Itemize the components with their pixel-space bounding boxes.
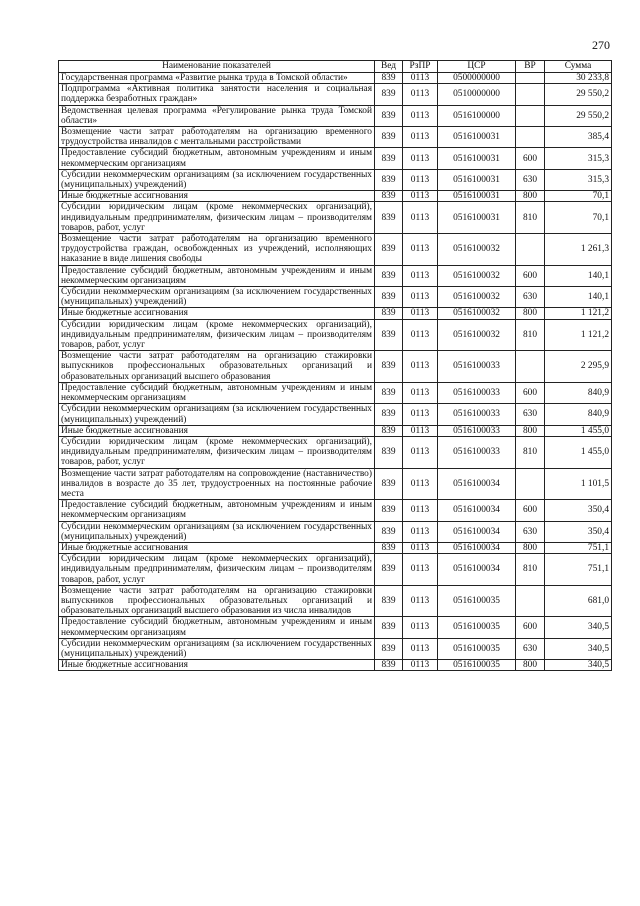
row-csr-cell: 0516100034	[438, 468, 516, 500]
row-vr-cell: 810	[516, 202, 545, 234]
row-sum-cell: 840,9	[545, 404, 612, 425]
header-name: Наименование показателей	[59, 61, 375, 73]
row-sum-cell: 1 455,0	[545, 436, 612, 468]
row-sum-cell: 751,1	[545, 542, 612, 553]
row-rzpr-cell: 0113	[403, 169, 438, 190]
table-row	[59, 404, 612, 425]
row-vr-cell	[516, 84, 545, 105]
row-vr-cell: 630	[516, 521, 545, 542]
table-row	[59, 382, 612, 403]
row-sum-cell: 350,4	[545, 500, 612, 521]
table-row	[59, 105, 612, 126]
row-name-cell: Предоставление субсидий бюджетным, автономным учреждениям и иным некоммерческим организациям	[59, 148, 375, 169]
row-vr-cell	[516, 105, 545, 126]
table-row	[59, 521, 612, 542]
row-csr-cell: 0516100031	[438, 148, 516, 169]
row-sum-cell: 340,5	[545, 617, 612, 638]
table-row	[59, 169, 612, 190]
row-vr-cell: 630	[516, 638, 545, 659]
row-csr-cell: 0516100034	[438, 500, 516, 521]
row-name-cell: Субсидии юридическим лицам (кроме некоммерческих организаций), индивидуальным предпринимателям, физическим лицам – производителям товаров, работ, услуг	[59, 554, 375, 586]
row-rzpr-cell: 0113	[403, 234, 438, 266]
row-rzpr-cell: 0113	[403, 308, 438, 319]
row-rzpr-cell: 0113	[403, 382, 438, 403]
table-row	[59, 585, 612, 617]
row-sum-cell: 140,1	[545, 287, 612, 308]
row-rzpr-cell: 0113	[403, 542, 438, 553]
header-csr: ЦСР	[438, 61, 516, 73]
row-rzpr-cell: 0113	[403, 84, 438, 105]
table-row	[59, 468, 612, 500]
row-ved-cell: 839	[375, 319, 403, 351]
row-ved-cell: 839	[375, 287, 403, 308]
row-name-cell: Субсидии некоммерческим организациям (за исключением государственных (муниципальных) учреждений)	[59, 638, 375, 659]
table-row	[59, 660, 612, 671]
row-name-cell: Субсидии юридическим лицам (кроме некоммерческих организаций), индивидуальным предпринимателям, физическим лицам – производителям товаров, работ, услуг	[59, 202, 375, 234]
row-rzpr-cell: 0113	[403, 638, 438, 659]
row-csr-cell: 0516100032	[438, 308, 516, 319]
row-csr-cell: 0516100034	[438, 554, 516, 586]
row-csr-cell: 0500000000	[438, 73, 516, 84]
row-csr-cell: 0516100031	[438, 127, 516, 148]
row-ved-cell: 839	[375, 127, 403, 148]
page-number: 270	[592, 38, 610, 52]
row-vr-cell: 600	[516, 148, 545, 169]
header-rzpr: РзПР	[403, 61, 438, 73]
row-sum-cell: 315,3	[545, 148, 612, 169]
table-row	[59, 436, 612, 468]
table-row	[59, 308, 612, 319]
row-name-cell: Подпрограмма «Активная политика занятости населения и социальная поддержка безработных граждан»	[59, 84, 375, 105]
row-ved-cell: 839	[375, 84, 403, 105]
row-ved-cell: 839	[375, 521, 403, 542]
row-vr-cell: 600	[516, 500, 545, 521]
row-ved-cell: 839	[375, 436, 403, 468]
row-rzpr-cell: 0113	[403, 660, 438, 671]
row-name-cell: Субсидии некоммерческим организациям (за исключением государственных (муниципальных) учреждений)	[59, 404, 375, 425]
row-name-cell: Предоставление субсидий бюджетным, автономным учреждениям и иным некоммерческим организациям	[59, 382, 375, 403]
table-row	[59, 287, 612, 308]
row-rzpr-cell: 0113	[403, 468, 438, 500]
row-vr-cell: 810	[516, 319, 545, 351]
row-sum-cell: 315,3	[545, 169, 612, 190]
row-vr-cell	[516, 127, 545, 148]
row-sum-cell: 350,4	[545, 521, 612, 542]
row-vr-cell	[516, 234, 545, 266]
row-sum-cell: 1 121,2	[545, 308, 612, 319]
table-row	[59, 542, 612, 553]
row-csr-cell: 0516100033	[438, 382, 516, 403]
table-row	[59, 554, 612, 586]
row-csr-cell: 0516100000	[438, 105, 516, 126]
row-csr-cell: 0516100035	[438, 660, 516, 671]
table-row	[59, 202, 612, 234]
row-name-cell: Возмещение части затрат работодателям на сопровождение (наставничество) инвалидов в возрасте до 35 лет, трудоустроенных на постоянные рабочие места	[59, 468, 375, 500]
row-ved-cell: 839	[375, 554, 403, 586]
row-csr-cell: 0516100033	[438, 425, 516, 436]
row-sum-cell: 29 550,2	[545, 105, 612, 126]
row-csr-cell: 0516100032	[438, 319, 516, 351]
row-csr-cell: 0516100035	[438, 638, 516, 659]
header-ved: Вед	[375, 61, 403, 73]
row-name-cell: Субсидии некоммерческим организациям (за исключением государственных (муниципальных) учреждений)	[59, 521, 375, 542]
row-name-cell: Возмещение части затрат работодателям на организацию стажировки выпускников профессиональных образовательных организаций и образовательных организаций высшего образования из числа инвалидов	[59, 585, 375, 617]
row-ved-cell: 839	[375, 351, 403, 383]
row-rzpr-cell: 0113	[403, 105, 438, 126]
row-vr-cell: 630	[516, 404, 545, 425]
row-csr-cell: 0516100033	[438, 436, 516, 468]
row-name-cell: Иные бюджетные ассигнования	[59, 660, 375, 671]
table-row	[59, 617, 612, 638]
row-ved-cell: 839	[375, 202, 403, 234]
row-csr-cell: 0516100031	[438, 169, 516, 190]
table-row	[59, 84, 612, 105]
row-rzpr-cell: 0113	[403, 148, 438, 169]
row-csr-cell: 0516100032	[438, 287, 516, 308]
row-rzpr-cell: 0113	[403, 554, 438, 586]
row-name-cell: Предоставление субсидий бюджетным, автономным учреждениям и иным некоммерческим организациям	[59, 265, 375, 286]
row-ved-cell: 839	[375, 191, 403, 202]
table-row	[59, 234, 612, 266]
row-name-cell: Государственная программа «Развитие рынка труда в Томской области»	[59, 73, 375, 84]
table-row	[59, 319, 612, 351]
row-name-cell: Возмещение части затрат работодателям на организацию стажировки выпускников профессиональных образовательных организаций и образовательных организаций высшего образования	[59, 351, 375, 383]
row-ved-cell: 839	[375, 404, 403, 425]
row-vr-cell: 600	[516, 617, 545, 638]
row-vr-cell: 630	[516, 287, 545, 308]
row-rzpr-cell: 0113	[403, 521, 438, 542]
table-row	[59, 425, 612, 436]
row-name-cell: Субсидии некоммерческим организациям (за исключением государственных (муниципальных) учреждений)	[59, 287, 375, 308]
row-ved-cell: 839	[375, 468, 403, 500]
row-sum-cell: 2 295,9	[545, 351, 612, 383]
row-ved-cell: 839	[375, 382, 403, 403]
table-row	[59, 638, 612, 659]
budget-table	[58, 60, 612, 671]
row-csr-cell: 0516100035	[438, 617, 516, 638]
row-sum-cell: 1 101,5	[545, 468, 612, 500]
row-ved-cell: 839	[375, 638, 403, 659]
row-sum-cell: 840,9	[545, 382, 612, 403]
table-body	[59, 73, 612, 671]
row-vr-cell: 600	[516, 382, 545, 403]
row-sum-cell: 140,1	[545, 265, 612, 286]
row-ved-cell: 839	[375, 148, 403, 169]
table-header-row	[59, 61, 612, 73]
row-rzpr-cell: 0113	[403, 617, 438, 638]
table-row	[59, 127, 612, 148]
row-rzpr-cell: 0113	[403, 265, 438, 286]
row-sum-cell: 70,1	[545, 191, 612, 202]
row-csr-cell: 0516100032	[438, 265, 516, 286]
row-sum-cell: 751,1	[545, 554, 612, 586]
row-vr-cell: 800	[516, 660, 545, 671]
row-ved-cell: 839	[375, 265, 403, 286]
table-row	[59, 148, 612, 169]
row-ved-cell: 839	[375, 234, 403, 266]
table-row	[59, 500, 612, 521]
row-sum-cell: 1 121,2	[545, 319, 612, 351]
row-name-cell: Возмещение части затрат работодателям на организацию временного трудоустройства граждан, освобожденных из учреждений, исполняющих наказание в виде лишения свободы	[59, 234, 375, 266]
row-csr-cell: 0516100032	[438, 234, 516, 266]
row-vr-cell	[516, 351, 545, 383]
row-ved-cell: 839	[375, 500, 403, 521]
row-name-cell: Иные бюджетные ассигнования	[59, 191, 375, 202]
row-name-cell: Предоставление субсидий бюджетным, автономным учреждениям и иным некоммерческим организациям	[59, 500, 375, 521]
row-rzpr-cell: 0113	[403, 500, 438, 521]
row-ved-cell: 839	[375, 542, 403, 553]
row-csr-cell: 0516100031	[438, 202, 516, 234]
row-sum-cell: 385,4	[545, 127, 612, 148]
row-name-cell: Иные бюджетные ассигнования	[59, 425, 375, 436]
row-name-cell: Ведомственная целевая программа «Регулирование рынка труда Томской области»	[59, 105, 375, 126]
row-name-cell: Субсидии юридическим лицам (кроме некоммерческих организаций), индивидуальным предпринимателям, физическим лицам – производителям товаров, работ, услуг	[59, 436, 375, 468]
row-csr-cell: 0510000000	[438, 84, 516, 105]
header-vr: ВР	[516, 61, 545, 73]
row-csr-cell: 0516100034	[438, 521, 516, 542]
row-name-cell: Субсидии юридическим лицам (кроме некоммерческих организаций), индивидуальным предпринимателям, физическим лицам – производителям товаров, работ, услуг	[59, 319, 375, 351]
row-rzpr-cell: 0113	[403, 127, 438, 148]
row-sum-cell: 29 550,2	[545, 84, 612, 105]
table-row	[59, 191, 612, 202]
row-ved-cell: 839	[375, 585, 403, 617]
row-sum-cell: 30 233,8	[545, 73, 612, 84]
row-vr-cell: 800	[516, 191, 545, 202]
row-csr-cell: 0516100033	[438, 404, 516, 425]
row-csr-cell: 0516100031	[438, 191, 516, 202]
table-row	[59, 265, 612, 286]
row-vr-cell	[516, 73, 545, 84]
row-vr-cell: 810	[516, 436, 545, 468]
table-row	[59, 73, 612, 84]
row-sum-cell: 340,5	[545, 638, 612, 659]
row-ved-cell: 839	[375, 169, 403, 190]
row-csr-cell: 0516100034	[438, 542, 516, 553]
row-vr-cell: 600	[516, 265, 545, 286]
row-vr-cell: 810	[516, 554, 545, 586]
row-rzpr-cell: 0113	[403, 351, 438, 383]
row-rzpr-cell: 0113	[403, 287, 438, 308]
row-name-cell: Иные бюджетные ассигнования	[59, 308, 375, 319]
row-rzpr-cell: 0113	[403, 319, 438, 351]
row-sum-cell: 70,1	[545, 202, 612, 234]
row-ved-cell: 839	[375, 308, 403, 319]
row-name-cell: Возмещение части затрат работодателям на организацию временного трудоустройства инвалидов с ментальными расстройствами	[59, 127, 375, 148]
row-rzpr-cell: 0113	[403, 404, 438, 425]
row-rzpr-cell: 0113	[403, 202, 438, 234]
row-rzpr-cell: 0113	[403, 436, 438, 468]
row-vr-cell	[516, 585, 545, 617]
row-ved-cell: 839	[375, 425, 403, 436]
row-sum-cell: 681,0	[545, 585, 612, 617]
row-csr-cell: 0516100033	[438, 351, 516, 383]
row-csr-cell: 0516100035	[438, 585, 516, 617]
row-sum-cell: 1 455,0	[545, 425, 612, 436]
row-rzpr-cell: 0113	[403, 585, 438, 617]
row-vr-cell: 800	[516, 425, 545, 436]
row-ved-cell: 839	[375, 660, 403, 671]
row-rzpr-cell: 0113	[403, 73, 438, 84]
table-row	[59, 351, 612, 383]
row-name-cell: Иные бюджетные ассигнования	[59, 542, 375, 553]
row-vr-cell: 630	[516, 169, 545, 190]
row-name-cell: Субсидии некоммерческим организациям (за исключением государственных (муниципальных) учреждений)	[59, 169, 375, 190]
row-rzpr-cell: 0113	[403, 191, 438, 202]
row-vr-cell	[516, 468, 545, 500]
row-name-cell: Предоставление субсидий бюджетным, автономным учреждениям и иным некоммерческим организациям	[59, 617, 375, 638]
row-vr-cell: 800	[516, 308, 545, 319]
row-ved-cell: 839	[375, 105, 403, 126]
header-sum: Сумма	[545, 61, 612, 73]
row-rzpr-cell: 0113	[403, 425, 438, 436]
row-vr-cell: 800	[516, 542, 545, 553]
row-ved-cell: 839	[375, 617, 403, 638]
row-sum-cell: 340,5	[545, 660, 612, 671]
row-sum-cell: 1 261,3	[545, 234, 612, 266]
row-ved-cell: 839	[375, 73, 403, 84]
